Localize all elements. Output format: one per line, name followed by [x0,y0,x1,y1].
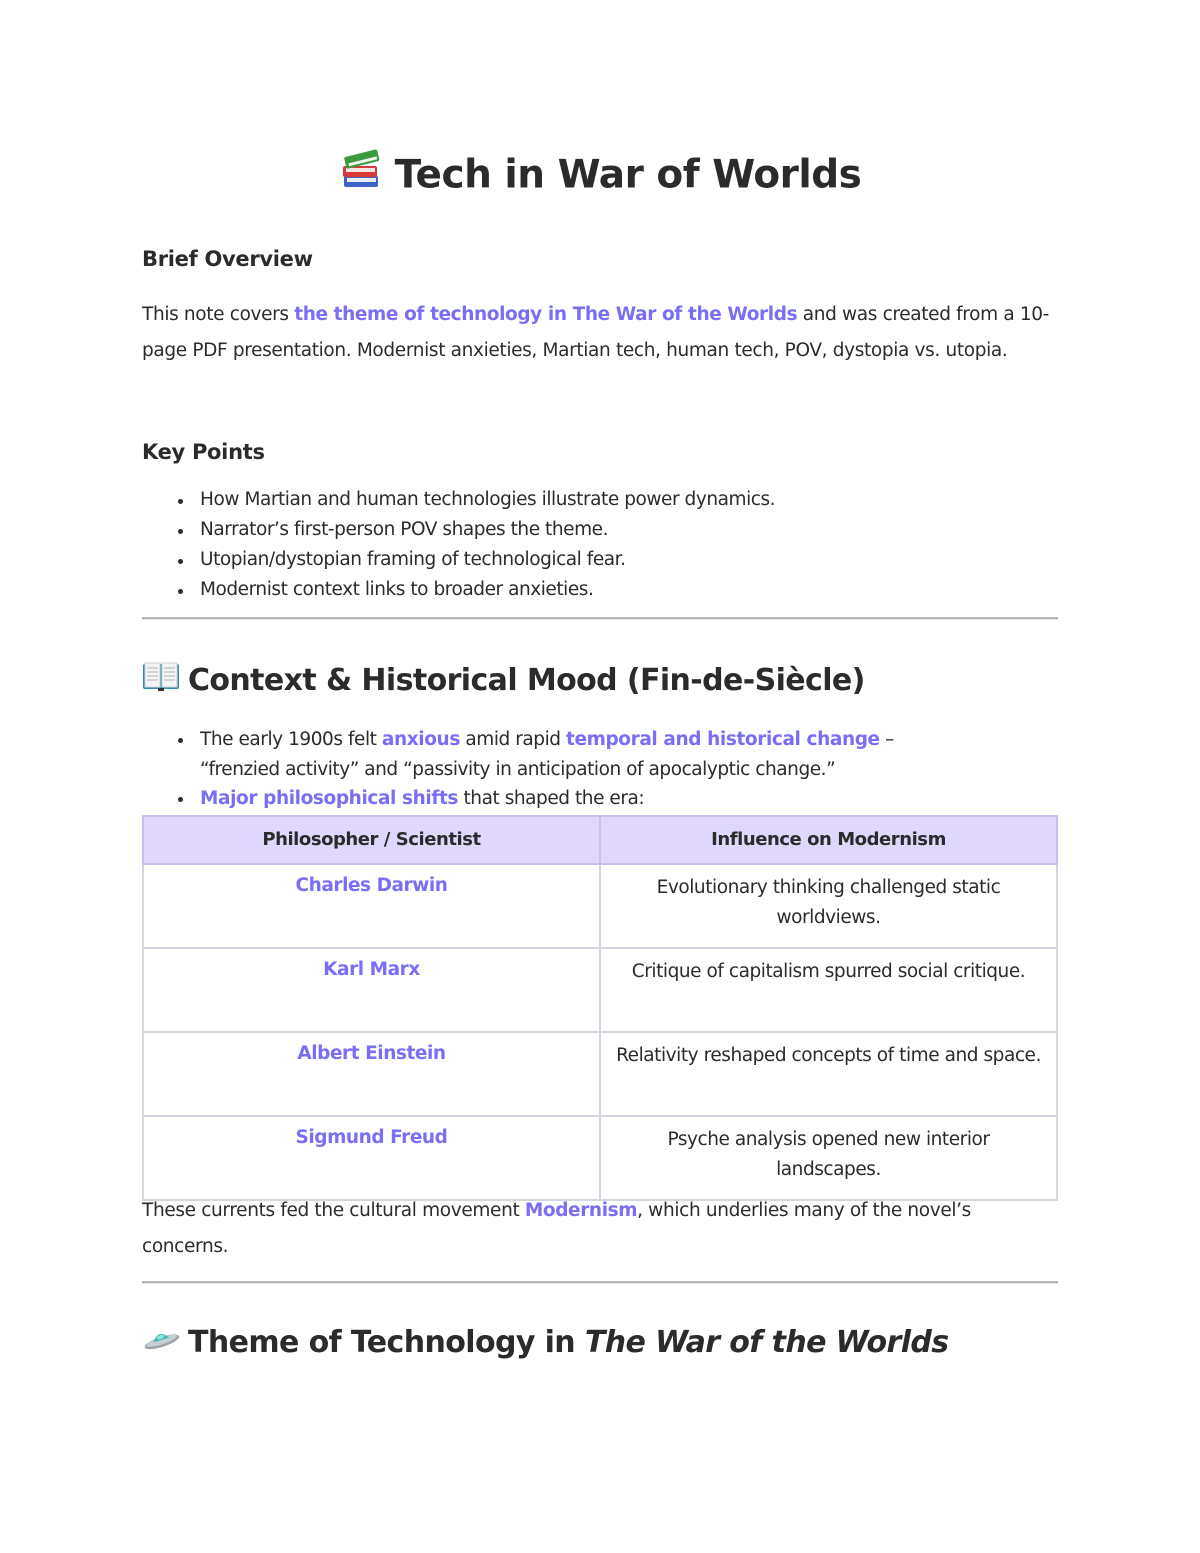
philosopher-link[interactable]: Albert Einstein [143,1032,600,1116]
context-heading-text: Context & Historical Mood (Fin-de-Siècle) [188,663,865,698]
influence-cell: Evolutionary thinking challenged static worldviews. [600,864,1057,948]
page-title [142,146,1058,208]
influence-cell: Relativity reshaped concepts of time and space. [600,1032,1057,1116]
context-list [142,725,1060,814]
table-row [143,1032,1057,1116]
books-icon [339,146,385,208]
list-item: The early 1900s felt anxious amid rapid temporal and historical change – “frenzied activity” and “passivity in anticipation of apocalyptic change.” [200,725,1060,784]
theme-heading-italic: The War of the Worlds [584,1325,949,1360]
column-header: Philosopher / Scientist [143,816,600,864]
divider [142,1281,1058,1284]
theme-heading-prefix: Theme of Technology in [188,1325,585,1360]
divider [142,617,1058,620]
influence-table [142,815,1058,1201]
philosopher-link[interactable]: Sigmund Freud [143,1116,600,1200]
modernism-link[interactable]: Modernism [524,1200,638,1221]
philosopher-link[interactable]: Charles Darwin [143,864,600,948]
philosophical-shifts-link[interactable]: Major philosophical shifts [200,788,459,809]
table-row [143,1116,1057,1200]
theme-link[interactable]: the theme of technology in The War of the Worlds [294,304,798,325]
anxious-link[interactable]: anxious [381,729,460,750]
key-points-heading: Key Points [142,440,265,464]
list-item: Modernist context links to broader anxieties. [200,575,1060,605]
flying-saucer-icon [142,1324,180,1364]
list-item: Narrator’s first-person POV shapes the theme. [200,515,1060,545]
theme-heading [142,1323,949,1364]
list-item: Major philosophical shifts that shaped the era: [200,784,1060,814]
key-points-list [142,485,1060,605]
open-book-icon [142,660,180,703]
brief-overview-text: This note covers the theme of technology in The War of the Worlds and was created from a 10-page PDF presentation. Modernist anxieties, Martian tech, human tech, POV, dystopia vs. utopia. [142,304,1050,361]
table-row [143,948,1057,1032]
context-heading [142,660,865,703]
table-header-row [143,816,1057,864]
list-item: Utopian/dystopian framing of technological fear. [200,545,1060,575]
context-closing-text: These currents fed the cultural movement Modernism, which underlies many of the novel’s concerns. [142,1200,971,1257]
temporal-change-link[interactable]: temporal and historical change [566,729,880,750]
influence-cell: Psyche analysis opened new interior landscapes. [600,1116,1057,1200]
page-title-text: Tech in War of Worlds [394,152,862,198]
brief-overview-heading: Brief Overview [142,247,313,271]
philosopher-link[interactable]: Karl Marx [143,948,600,1032]
list-item: How Martian and human technologies illustrate power dynamics. [200,485,1060,515]
table-row [143,864,1057,948]
column-header: Influence on Modernism [600,816,1057,864]
influence-cell: Critique of capitalism spurred social critique. [600,948,1057,1032]
